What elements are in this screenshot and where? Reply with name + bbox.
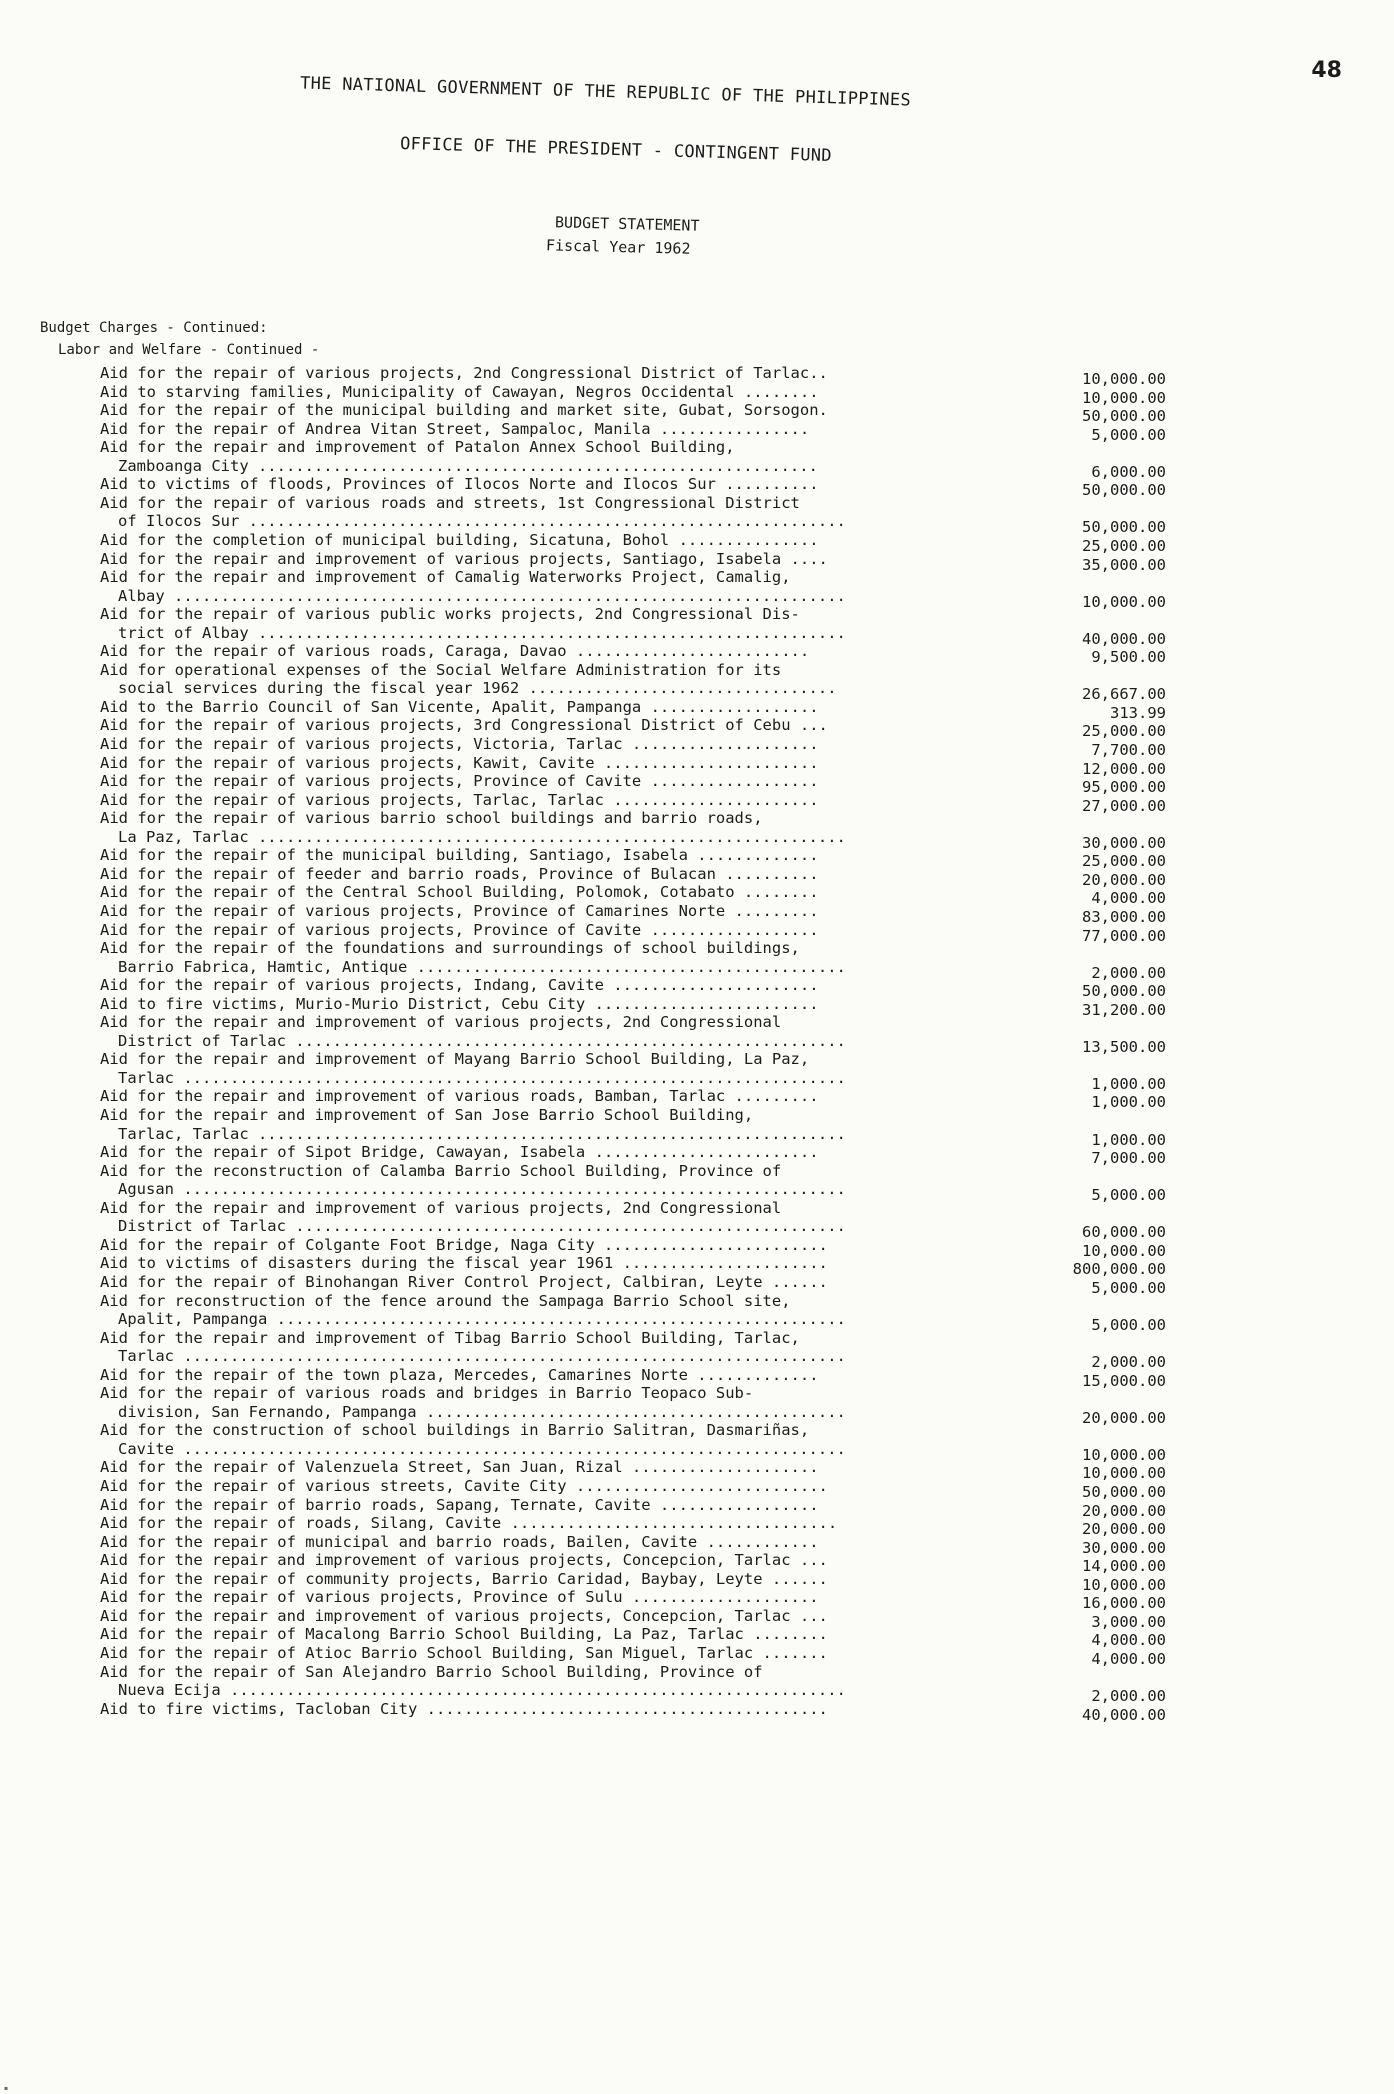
entry-amount: 30,000.00 <box>1082 833 1166 852</box>
entry-amount: 50,000.00 <box>1082 518 1166 537</box>
entry-amount: 2,000.00 <box>1091 1687 1166 1706</box>
entry-description-line: division, San Fernando, Pampanga ............................................. <box>118 1402 846 1421</box>
entry-description-line: Aid for the repair of various projects, Tarlac, Tarlac ...................... <box>100 790 819 809</box>
entry-amount: 31,200.00 <box>1082 1000 1166 1019</box>
entry-description-line: Aid for the repair of various projects, Province of Camarines Norte ......... <box>100 901 819 920</box>
entry-description-line: Aid for the repair and improvement of Tibag Barrio School Building, Tarlac, <box>100 1328 800 1347</box>
entry-description-line: Aid to the Barrio Council of San Vicente, Apalit, Pampanga .................. <box>100 697 819 716</box>
page-number: 48 <box>1311 58 1342 83</box>
entry-amount: 5,000.00 <box>1091 1316 1166 1335</box>
entry-amount: 20,000.00 <box>1082 1501 1166 1520</box>
entry-amount: 60,000.00 <box>1082 1223 1166 1242</box>
entry-amount: 35,000.00 <box>1082 555 1166 574</box>
entry-description-line: Aid for the completion of municipal building, Sicatuna, Bohol ............... <box>100 530 819 549</box>
entry-amount: 1,000.00 <box>1091 1074 1166 1093</box>
entry-description-line: Aid for the repair of community projects, Barrio Caridad, Baybay, Leyte ...... <box>100 1569 828 1588</box>
entry-description-line: Aid for the repair of Macalong Barrio School Building, La Paz, Tarlac ........ <box>100 1625 828 1644</box>
entry-description-line: Aid for the repair and improvement of various projects, Concepcion, Tarlac ... <box>100 1606 828 1625</box>
entry-description-line: Aid for the repair of various projects, Province of Cavite .................. <box>100 772 819 791</box>
entry-amount: 95,000.00 <box>1082 778 1166 797</box>
entry-description-line: Apalit, Pampanga ............................................................. <box>118 1310 846 1329</box>
entry-description-line: Aid for the repair of roads, Silang, Cavite ................................... <box>100 1514 838 1533</box>
entry-description-line: Aid for the repair and improvement of various projects, Santiago, Isabela .... <box>100 549 828 568</box>
entry-description-line: social services during the fiscal year 1962 ................................. <box>118 679 837 698</box>
entry-description-line: Aid for the repair and improvement of Patalon Annex School Building, <box>100 438 735 457</box>
entry-amount: 50,000.00 <box>1082 407 1166 426</box>
entry-amount: 83,000.00 <box>1082 907 1166 926</box>
entry-amount: 4,000.00 <box>1091 1649 1166 1668</box>
entry-description-line: Aid for the repair of various projects, 2nd Congressional District of Tarlac.. <box>100 364 828 382</box>
entry-amount: 50,000.00 <box>1082 1483 1166 1501</box>
entry-description-line: Zamboanga City ............................................................ <box>118 456 818 475</box>
section-heading-budget-charges: Budget Charges - Continued: <box>40 320 268 336</box>
entry-description-line: Aid for the repair of the foundations and surroundings of school buildings, <box>100 939 800 958</box>
entry-description-line: Aid for the repair of feeder and barrio roads, Province of Bulacan .......... <box>100 864 819 883</box>
entry-amount: 25,000.00 <box>1082 536 1166 555</box>
entry-amount: 7,000.00 <box>1091 1149 1166 1168</box>
entry-description-line: Aid to victims of disasters during the fiscal year 1961 ...................... <box>100 1254 828 1273</box>
entry-description-line: Aid for the repair of various roads and bridges in Barrio Teopaco Sub- <box>100 1384 754 1403</box>
entry-description-line: Aid for the repair of various projects, Province of Sulu .................... <box>100 1588 819 1607</box>
entry-description-line: Aid for the repair of the town plaza, Mercedes, Camarines Norte ............. <box>100 1365 819 1384</box>
entry-description-line: Aid to starving families, Municipality of Cawayan, Negros Occidental ........ <box>100 382 819 401</box>
entry-description-line: Barrio Fabrica, Hamtic, Antique .............................................. <box>118 957 846 976</box>
entry-description-line: Aid for the reconstruction of Calamba Barrio School Building, Province of <box>100 1161 782 1180</box>
entry-description-line: Aid to fire victims, Tacloban City ........................................... <box>100 1699 828 1718</box>
entry-amount: 10,000.00 <box>1082 1464 1166 1483</box>
entry-amount: 20,000.00 <box>1082 1520 1166 1539</box>
entry-description-line: Aid for the repair of various public works projects, 2nd Congressional Dis- <box>100 605 800 624</box>
entry-amount: 3,000.00 <box>1091 1612 1166 1631</box>
entry-description-line: Aid for the repair of various projects, Kawit, Cavite ....................... <box>100 753 819 772</box>
entry-description-line: Aid for the repair and improvement of various projects, Concepcion, Tarlac ... <box>100 1551 828 1570</box>
entry-amount: 25,000.00 <box>1082 722 1166 741</box>
entry-amount: 20,000.00 <box>1082 1408 1166 1427</box>
entry-description-line: Aid for the repair of various projects, Province of Cavite .................. <box>100 920 819 939</box>
entry-description-line: Aid for the repair of barrio roads, Sapang, Ternate, Cavite ................. <box>100 1495 819 1514</box>
entry-description-line: Aid for the repair of municipal and barrio roads, Bailen, Cavite ............ <box>100 1532 819 1551</box>
entry-amount: 16,000.00 <box>1082 1594 1166 1613</box>
entry-amount: 40,000.00 <box>1082 1705 1166 1724</box>
entry-description-line: Aid for the repair of the Central School Building, Polomok, Cotabato ........ <box>100 883 819 902</box>
entry-description-line: Aid for the repair of various projects, Indang, Cavite ...................... <box>100 976 819 995</box>
entry-amount: 10,000.00 <box>1082 1241 1166 1260</box>
statement-title: BUDGET STATEMENT <box>554 213 700 235</box>
entry-amount: 25,000.00 <box>1082 852 1166 871</box>
entry-description-line: of Ilocos Sur ................................................................ <box>118 512 846 531</box>
entry-amount: 10,000.00 <box>1082 388 1166 407</box>
entry-description-line: Aid for the repair of Sipot Bridge, Cawayan, Isabela ........................ <box>100 1143 819 1162</box>
entry-amount: 9,500.00 <box>1091 648 1166 667</box>
entry-description-line: La Paz, Tarlac ............................................................... <box>118 827 846 846</box>
entry-amount: 10,000.00 <box>1082 370 1166 388</box>
entry-amount: 4,000.00 <box>1091 1631 1166 1650</box>
entry-description-line: Nueva Ecija .................................................................. <box>118 1681 846 1700</box>
entry-amount: 77,000.00 <box>1082 926 1166 945</box>
entry-amount: 10,000.00 <box>1082 592 1166 611</box>
entry-amount: 800,000.00 <box>1072 1260 1166 1279</box>
entry-amount: 12,000.00 <box>1082 759 1166 778</box>
entry-description-line: Aid for operational expenses of the Social Welfare Administration for its <box>100 660 782 679</box>
entry-description-line: Aid for the repair of various roads, Caraga, Davao ......................... <box>100 642 810 661</box>
entry-amount: 30,000.00 <box>1082 1538 1166 1557</box>
entry-amount: 5,000.00 <box>1091 425 1166 444</box>
entry-description-line: Albay ........................................................................ <box>118 586 846 605</box>
entry-description-line: Aid for the repair of various barrio school buildings and barrio roads, <box>100 809 763 828</box>
entry-description-line: Aid for the repair of Valenzuela Street, San Juan, Rizal .................... <box>100 1458 819 1477</box>
entry-description-line: Aid for the repair of Atioc Barrio School Building, San Miguel, Tarlac ....... <box>100 1643 828 1662</box>
entry-description-line: District of Tarlac ........................................................... <box>118 1031 846 1050</box>
entry-amount: 10,000.00 <box>1082 1575 1166 1594</box>
scan-footer-mark: ▪ <box>4 2085 9 2092</box>
entry-amount: 13,500.00 <box>1082 1037 1166 1056</box>
entry-description-line: Tarlac ....................................................................... <box>118 1068 846 1087</box>
entry-amount: 5,000.00 <box>1091 1186 1166 1205</box>
entry-description-line: Tarlac, Tarlac ............................................................... <box>118 1124 846 1143</box>
section-heading-labor-welfare: Labor and Welfare - Continued - <box>58 342 320 358</box>
entry-description-line: Aid for the repair and improvement of various projects, 2nd Congressional <box>100 1013 782 1032</box>
entry-description-line: Aid for the repair of Colgante Foot Bridge, Naga City ........................ <box>100 1235 828 1254</box>
entry-description-line: Aid to victims of floods, Provinces of Ilocos Norte and Ilocos Sur .......... <box>100 475 819 494</box>
entry-amount: 14,000.00 <box>1082 1557 1166 1576</box>
entry-description-line: Aid for the repair of San Alejandro Barrio School Building, Province of <box>100 1662 763 1681</box>
entry-description-line: Aid for reconstruction of the fence around the Sampaga Barrio School site, <box>100 1291 791 1310</box>
entry-description-line: Aid for the repair and improvement of various roads, Bamban, Tarlac ......... <box>100 1087 819 1106</box>
entry-amount: 10,000.00 <box>1082 1445 1166 1464</box>
entry-amount: 15,000.00 <box>1082 1371 1166 1390</box>
entry-amount: 50,000.00 <box>1082 481 1166 500</box>
entry-amount: 26,667.00 <box>1082 685 1166 704</box>
entry-description-line: Agusan ....................................................................... <box>118 1180 846 1199</box>
entry-description-line: Aid for the repair of the municipal building, Santiago, Isabela ............. <box>100 846 819 865</box>
entry-amount: 5,000.00 <box>1091 1278 1166 1297</box>
entry-amount: 2,000.00 <box>1091 963 1166 982</box>
entry-amount: 313.99 <box>1110 703 1166 722</box>
entry-amount: 4,000.00 <box>1091 889 1166 908</box>
entry-amount: 50,000.00 <box>1082 982 1166 1001</box>
entry-description-line: Aid for the repair and improvement of various projects, 2nd Congressional <box>100 1198 782 1217</box>
entry-description-line: Aid for the repair of various roads and streets, 1st Congressional District <box>100 493 800 512</box>
entry-amount: 20,000.00 <box>1082 870 1166 889</box>
entry-amount: 2,000.00 <box>1091 1353 1166 1372</box>
entry-description-line: Aid for the repair and improvement of Mayang Barrio School Building, La Paz, <box>100 1050 810 1069</box>
entry-description-line: Tarlac ....................................................................... <box>118 1347 846 1366</box>
entry-amount: 27,000.00 <box>1082 796 1166 815</box>
entry-amount: 40,000.00 <box>1082 629 1166 648</box>
entry-description-line: Aid for the repair and improvement of San Jose Barrio School Building, <box>100 1106 754 1124</box>
entry-description-line: Aid for the repair of Andrea Vitan Street, Sampaloc, Manila ................ <box>100 419 810 438</box>
entry-description-line: Aid for the repair of various projects, 3rd Congressional District of Cebu ... <box>100 716 828 735</box>
entry-description-line: Aid to fire victims, Murio-Murio District, Cebu City ........................ <box>100 994 819 1013</box>
entry-description-line: Aid for the repair of the municipal building and market site, Gubat, Sorsogon. <box>100 401 828 420</box>
entry-amount: 1,000.00 <box>1091 1130 1166 1149</box>
entry-amount: 1,000.00 <box>1091 1093 1166 1112</box>
entry-description-line: Aid for the repair of various projects, Victoria, Tarlac .................... <box>100 735 819 753</box>
entry-description-line: trict of Albay ............................................................... <box>118 623 846 642</box>
entry-amount: 6,000.00 <box>1091 462 1166 481</box>
entry-amount: 7,700.00 <box>1091 741 1166 759</box>
fiscal-year: Fiscal Year 1962 <box>545 236 691 258</box>
office-title: OFFICE OF THE PRESIDENT - CONTINGENT FUND <box>399 133 833 167</box>
entry-description-line: Cavite ....................................................................... <box>118 1439 846 1458</box>
entry-description-line: District of Tarlac ........................................................... <box>118 1217 846 1236</box>
entry-description-line: Aid for the repair and improvement of Camalig Waterworks Project, Camalig, <box>100 568 791 587</box>
entry-description-line: Aid for the repair of various streets, Cavite City ........................... <box>100 1477 828 1495</box>
entry-description-line: Aid for the construction of school buildings in Barrio Salitran, Dasmariñas, <box>100 1421 810 1440</box>
entry-description-line: Aid for the repair of Binohangan River Control Project, Calbiran, Leyte ...... <box>100 1272 828 1291</box>
government-title: THE NATIONAL GOVERNMENT OF THE REPUBLIC OF THE PHILIPPINES <box>299 73 912 111</box>
